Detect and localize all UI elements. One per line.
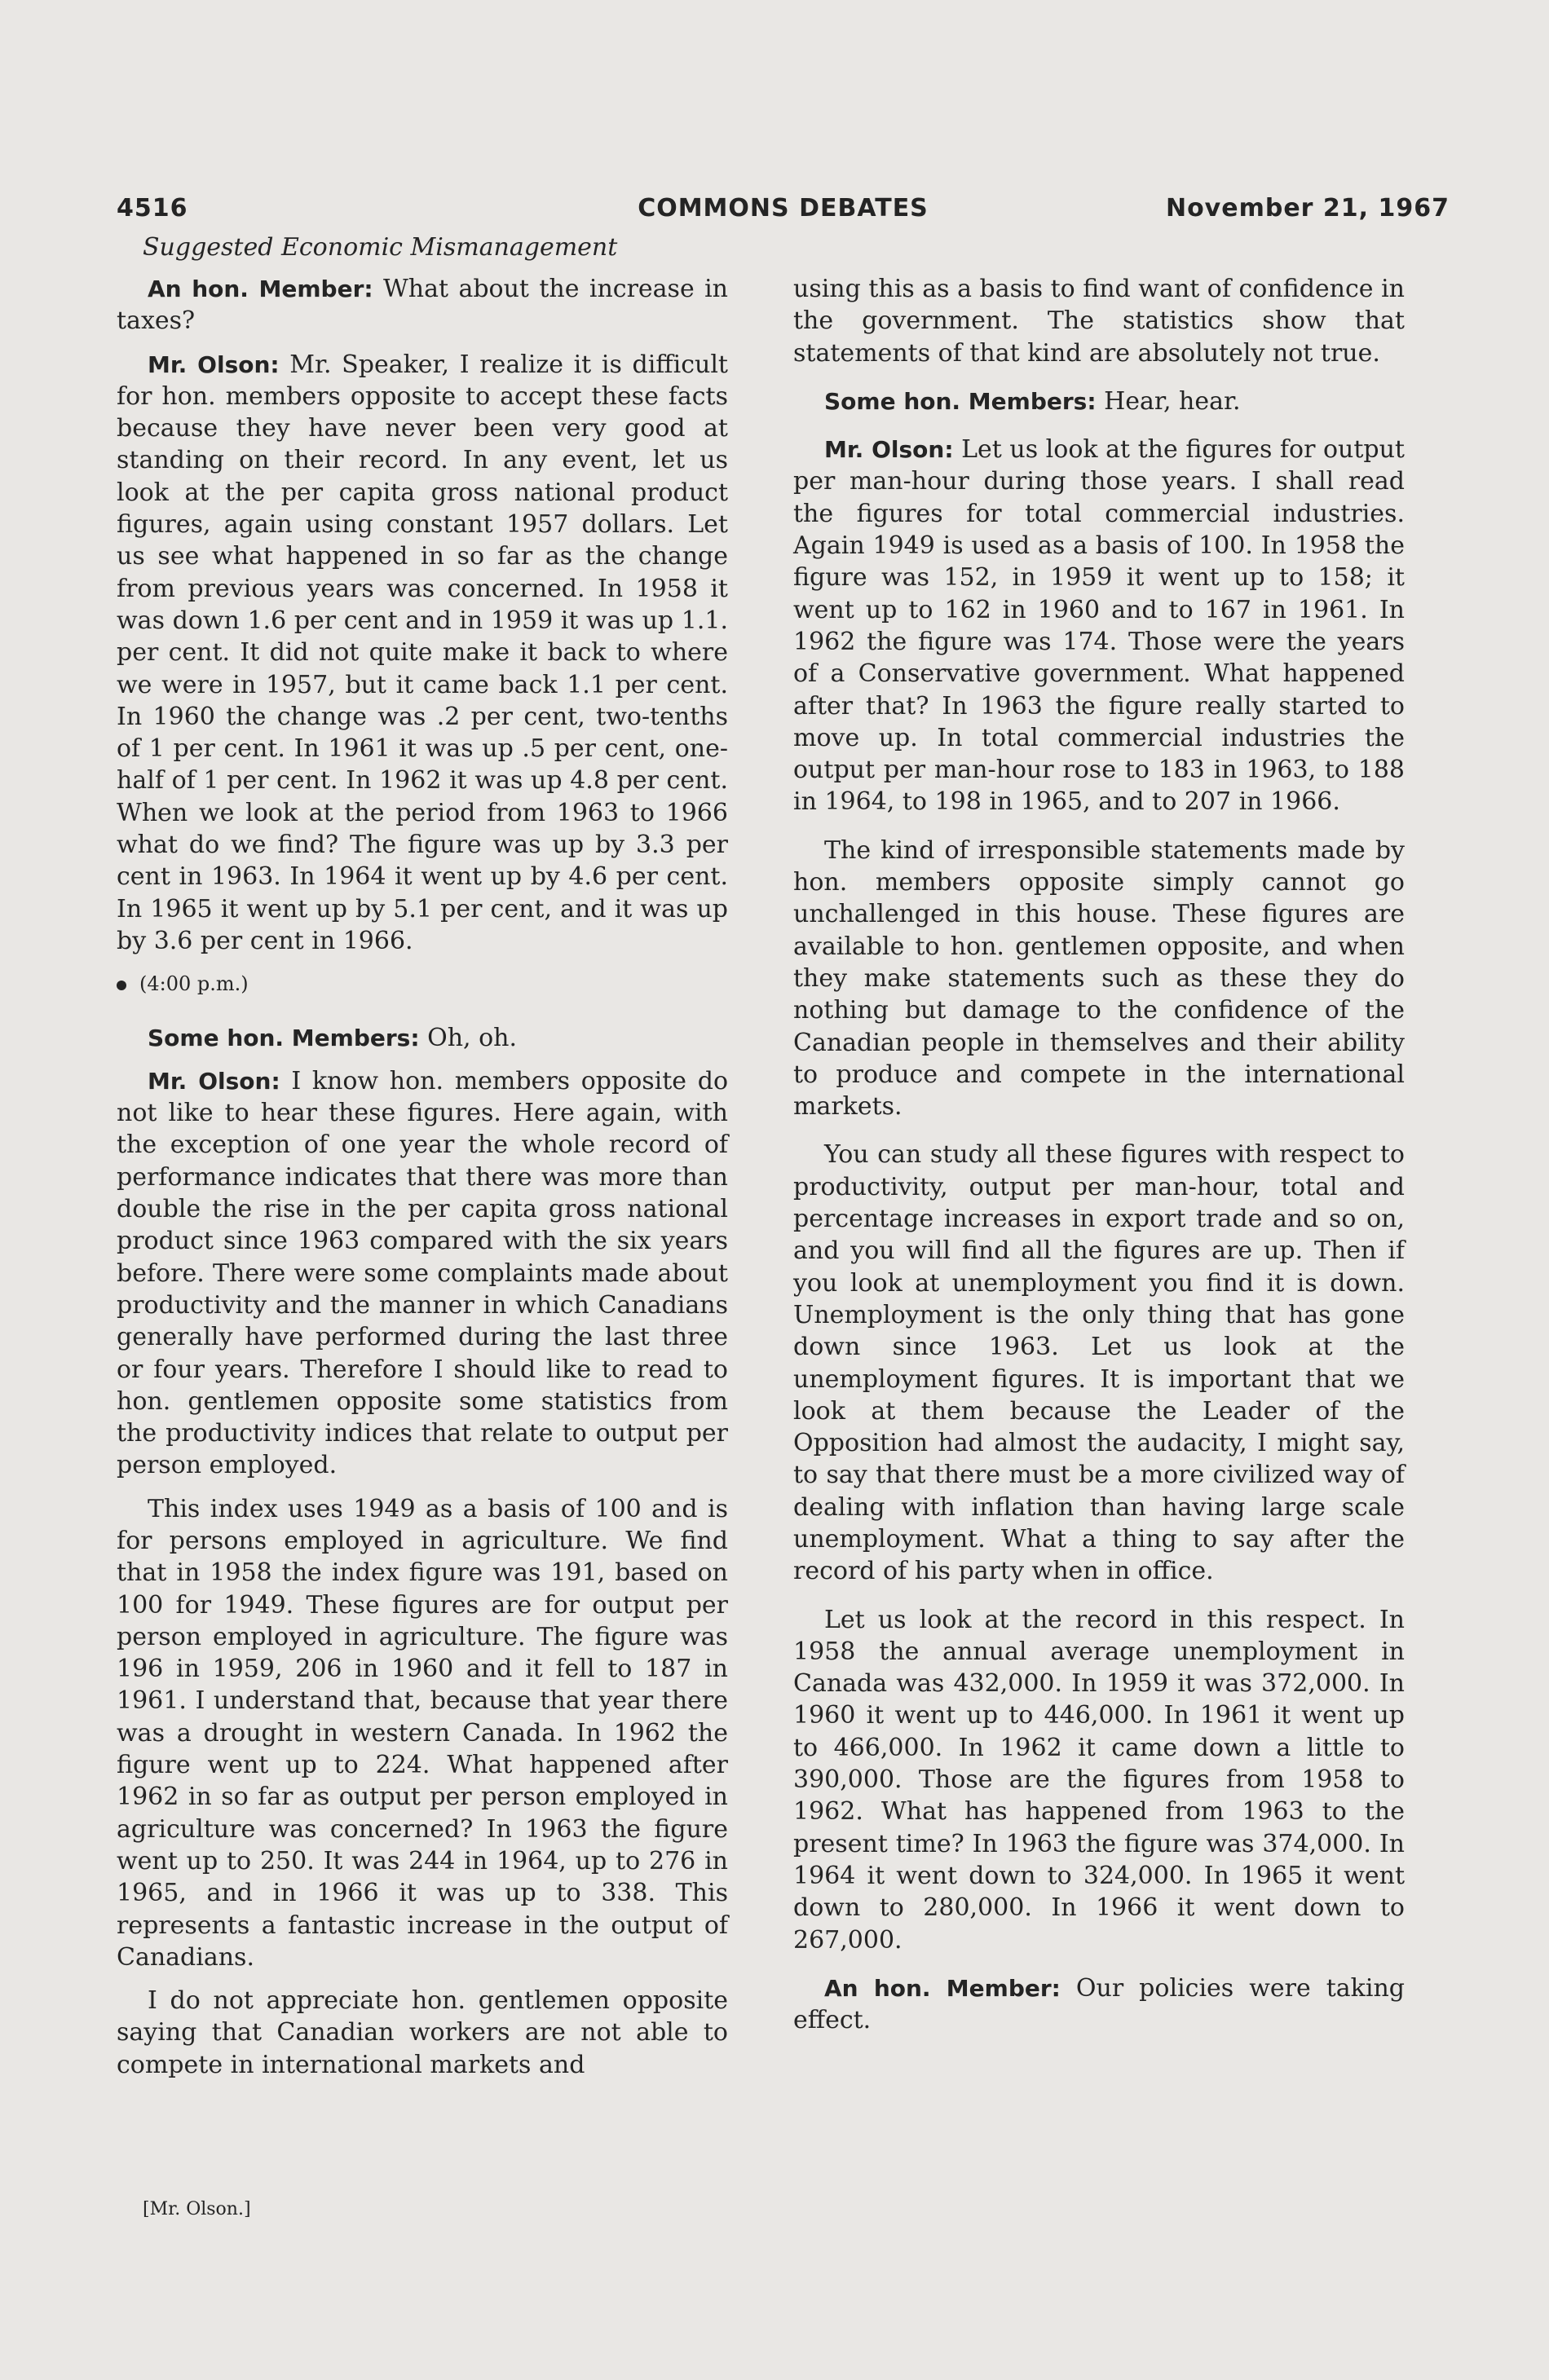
speaker-label: Some hon. Members: bbox=[824, 387, 1097, 415]
paragraph-text: The kind of irresponsible statements made by hon. members opposite simply cannot go unchallenged in this house. These figures are available to hon. gentlemen opposite, and when they make statements such as these they do nothing but damage to the confidence of the Canadian people in themselves and their ability to produce and compete in the international markets. bbox=[793, 835, 1405, 1122]
paragraph bbox=[793, 386, 1405, 417]
speaker-label: Mr. Olson: bbox=[824, 436, 954, 464]
paragraph-text: Mr. Speaker, I realize it is difficult for hon. members opposite to accept these facts because they have never been very good at standing on their record. In any event, let us look at the per capita gross national product figures, again using constant 1957 dollars. Let us see what happened in so far as the change from previous years was concerned. In 1958 it was down 1.6 per cent and in 1959 it was up 1.1. per cent. It did not quite make it back to where we were in 1957, but it came back 1.1 per cent. In 1960 the change was .2 per cent, two-tenths of 1 per cent. In 1961 it was up .5 per cent, one-half of 1 per cent. In 1962 it was up 4.8 per cent. When we look at the period from 1963 to 1966 what do we find? The figure was up by 3.3 per cent in 1963. In 1964 it went up by 4.6 per cent. In 1965 it went up by 5.1 per cent, and it was up by 3.6 per cent in 1966. bbox=[117, 350, 728, 955]
paragraph bbox=[793, 835, 1405, 1123]
paragraph bbox=[793, 1139, 1405, 1587]
paragraph-text: You can study all these figures with respect to productivity, output per man-hour, total and percentage increases in export trade and so on, and you will find all the figures are up. Then if you look at unemployment you find it is down. Unemployment is the only thing that has gone down since 1963. Let us look at the unemployment figures. It is important that we look at them because the Leader of the Opposition had almost the audacity, I might say, to say that there must be a more civilized way of dealing with inflation than having large scale unemployment. What a thing to say after the record of his party when in office. bbox=[793, 1140, 1405, 1586]
paragraph-text: I know hon. members opposite do not like to hear these figures. Here again, with the exception of one year the whole record of performance indicates that there was more than double the rise in the per capita gross national product since 1963 compared with the six years before. There were some complaints made about productivity and the manner in which Canadians generally have performed during the last three or four years. Therefore I should like to read to hon. gentlemen opposite some statistics from the productivity indices that relate to output per person employed. bbox=[117, 1066, 729, 1480]
page-header bbox=[117, 194, 1450, 227]
paragraph bbox=[117, 1022, 728, 1054]
speaker-label: Mr. Olson: bbox=[148, 350, 280, 378]
paragraph-text: Hear, hear. bbox=[1104, 386, 1241, 416]
paragraph-text: using this as a basis to find want of confidence in the government. The statistics show that statements of that kind are absolutely not true. bbox=[793, 275, 1405, 368]
paragraph bbox=[793, 434, 1405, 818]
paragraph bbox=[793, 1972, 1405, 2037]
section-subheading: Suggested Economic Mismanagement bbox=[143, 233, 618, 262]
right-column bbox=[793, 273, 1405, 2052]
left-column bbox=[117, 273, 728, 2092]
paragraph-text: This index uses 1949 as a basis of 100 and is for persons employed in agriculture. We find that in 1958 the index figure was 191, based on 100 for 1949. These figures are for output per person employed in agriculture. The figure was 196 in 1959, 206 in 1960 and it fell to 187 in 1961. I understand that, because that year there was a drought in western Canada. In 1962 the figure went up to 224. What happened after 1962 in so far as output per person employed in agriculture was concerned? In 1963 the figure went up to 250. It was 244 in 1964, up to 276 in 1965, and in 1966 it was up to 338. This represents a fantastic increase in the output of Canadians. bbox=[117, 1494, 728, 1972]
speaker-label: Some hon. Members: bbox=[148, 1024, 420, 1051]
paragraph-text: What about the increase in taxes? bbox=[117, 275, 728, 336]
paragraph-text: Let us look at the record in this respect. In 1958 the annual average unemployment in Canada was 432,000. In 1959 it was 372,000. In 1960 it went up to 446,000. In 1961 it went up to 466,000. In 1962 it came down a little to 390,000. Those are the figures from 1958 to 1962. What has happened from 1963 to the present time? In 1963 the figure was 374,000. In 1964 it went down to 324,000. In 1965 it went down to 280,000. In 1966 it went down to 267,000. bbox=[793, 1605, 1405, 1955]
paragraph bbox=[793, 273, 1405, 369]
speaker-label: An hon. Member: bbox=[148, 275, 373, 302]
paragraph bbox=[117, 1493, 728, 1973]
paragraph bbox=[117, 1065, 728, 1482]
speaker-label: An hon. Member: bbox=[824, 1974, 1061, 2002]
paragraph bbox=[117, 349, 728, 958]
paragraph bbox=[793, 1604, 1405, 1956]
publication-title: COMMONS DEBATES bbox=[638, 194, 929, 223]
paragraph-text: Oh, oh. bbox=[427, 1023, 518, 1052]
paragraph-text: I do not appreciate hon. gentlemen opposite saying that Canadian workers are not able to compete in international markets and bbox=[117, 1986, 728, 2079]
page-number: 4516 bbox=[117, 194, 188, 223]
paragraph bbox=[117, 273, 728, 337]
time-marker bbox=[117, 968, 728, 1000]
time-marker-text: (4:00 p.m.) bbox=[139, 972, 249, 996]
publication-date: November 21, 1967 bbox=[1165, 194, 1450, 223]
speaker-label: Mr. Olson: bbox=[148, 1067, 280, 1095]
footer-speaker-note: [Mr. Olson.] bbox=[143, 2199, 251, 2219]
paragraph bbox=[117, 1985, 728, 2081]
paragraph-text: Let us look at the figures for output per man-hour during those years. I shall read the figures for total commercial industries. Again 1949 is used as a basis of 100. In 1958 the figure was 152, in 1959 it went up to 158; it went up to 162 in 1960 and to 167 in 1961. In 1962 the figure was 174. Those were the years of a Conservative government. What happened after that? In 1963 the figure really started to move up. In total commercial industries the output per man-hour rose to 183 in 1963, to 188 in 1964, to 198 in 1965, and to 207 in 1966. bbox=[793, 435, 1405, 817]
paragraph-text: Our policies were taking effect. bbox=[793, 1973, 1405, 2035]
bullet-icon bbox=[117, 981, 126, 990]
